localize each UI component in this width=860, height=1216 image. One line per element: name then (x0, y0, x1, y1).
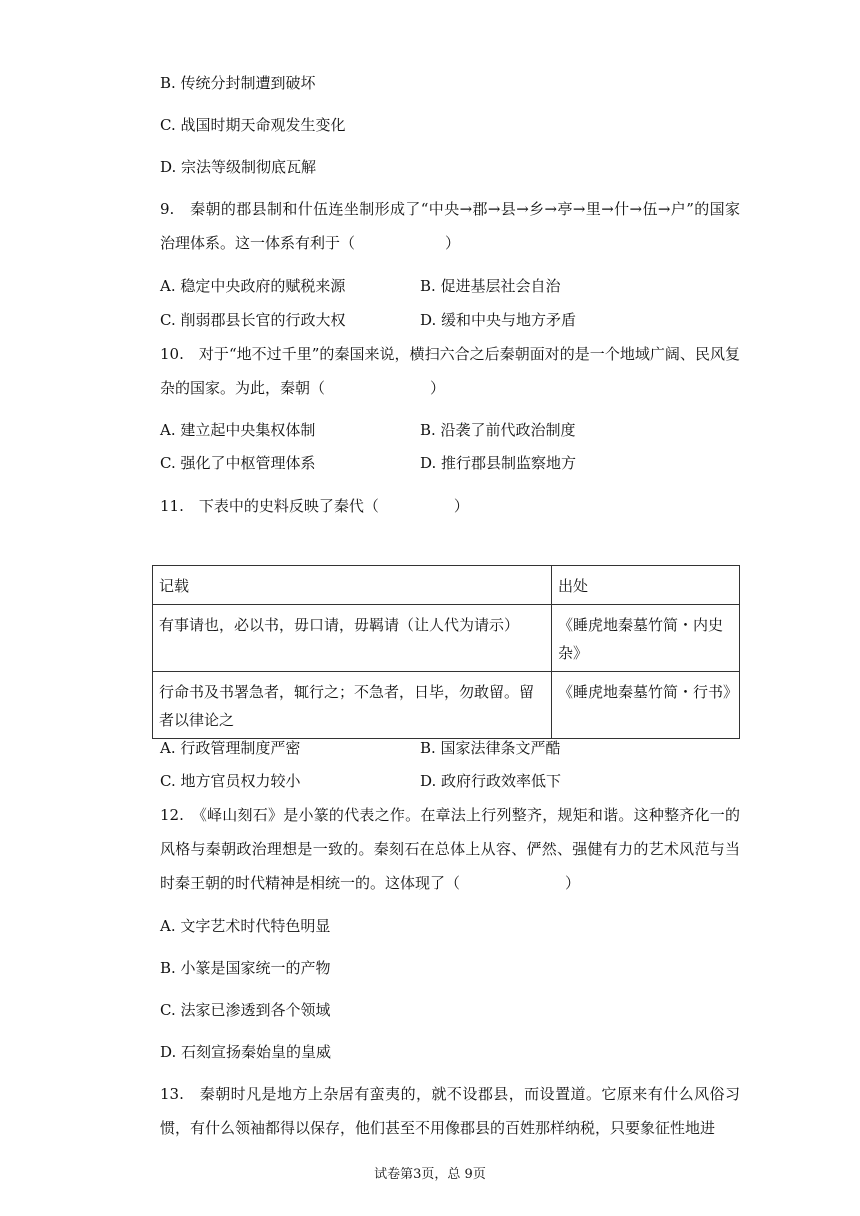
question-11-stem: 11. 下表中的史料反映了秦代（ ） (160, 497, 469, 515)
q9-option-c: C. 削弱郡县长官的行政大权 (160, 311, 346, 329)
table-cell-source: 《睡虎地秦墓竹简・行书》 (552, 672, 740, 739)
q9-option-a: A. 稳定中央政府的赋税来源 (160, 277, 346, 295)
table-row (153, 672, 740, 739)
question-12-stem: 12. 《峄山刻石》是小篆的代表之作。在章法上行列整齐，规矩和谐。这种整齐化一的风格与秦朝政治理想是一致的。秦刻石在总体上从容、俨然、强健有力的艺术风范与当时秦王朝的时代精神是相统一的。这体现了（ ） (160, 806, 740, 892)
q10-option-d: D. 推行郡县制监察地方 (420, 454, 577, 472)
table-row (153, 605, 740, 672)
page-footer: 试卷第3页，总 9页 (374, 1167, 486, 1182)
table-header-cell: 记载 (153, 566, 552, 605)
source-table (152, 565, 740, 739)
table-header-row (153, 566, 740, 605)
table-header-cell: 出处 (552, 566, 740, 605)
question-10-stem: 10. 对于“地不过千里”的秦国来说，横扫六合之后秦朝面对的是一个地域广阔、民风复杂的国家。为此，秦朝（ ） (160, 345, 740, 397)
q11-option-d: D. 政府行政效率低下 (420, 772, 562, 790)
q9-option-b: B. 促进基层社会自治 (420, 277, 561, 295)
question-9-stem: 9. 秦朝的郡县制和什伍连坐制形成了“中央→郡→县→乡→亭→里→什→伍→户”的国家治理体系。这一体系有利于（ ） (160, 200, 740, 252)
q10-option-c: C. 强化了中枢管理体系 (160, 454, 316, 472)
table-cell-record: 有事请也，必以书，毋口请，毋羁请（让人代为请示） (153, 605, 552, 672)
q11-option-c: C. 地方官员权力较小 (160, 772, 301, 790)
q11-option-a: A. 行政管理制度严密 (160, 739, 301, 757)
q8-option-b: B. 传统分封制遭到破坏 (160, 74, 316, 92)
table-cell-source: 《睡虎地秦墓竹简・内史杂》 (552, 605, 740, 672)
q8-option-d: D. 宗法等级制彻底瓦解 (160, 158, 317, 176)
q12-option-c: C. 法家已渗透到各个领域 (160, 1001, 331, 1019)
q12-option-a: A. 文字艺术时代特色明显 (160, 917, 331, 935)
question-13-stem: 13. 秦朝时凡是地方上杂居有蛮夷的，就不设郡县，而设置道。它原来有什么风俗习惯，有什么领袖都得以保存，他们甚至不用像郡县的百姓那样纳税，只要象征性地进 (160, 1085, 740, 1137)
q12-option-d: D. 石刻宣扬秦始皇的皇威 (160, 1043, 332, 1061)
q11-option-b: B. 国家法律条文严酷 (420, 739, 561, 757)
q12-option-b: B. 小篆是国家统一的产物 (160, 959, 331, 977)
q10-option-b: B. 沿袭了前代政治制度 (420, 421, 576, 439)
q10-option-a: A. 建立起中央集权体制 (160, 421, 316, 439)
q9-option-d: D. 缓和中央与地方矛盾 (420, 311, 577, 329)
q8-option-c: C. 战国时期天命观发生变化 (160, 116, 346, 134)
table-cell-record: 行命书及书署急者，辄行之；不急者，日毕，勿敢留。留者以律论之 (153, 672, 552, 739)
